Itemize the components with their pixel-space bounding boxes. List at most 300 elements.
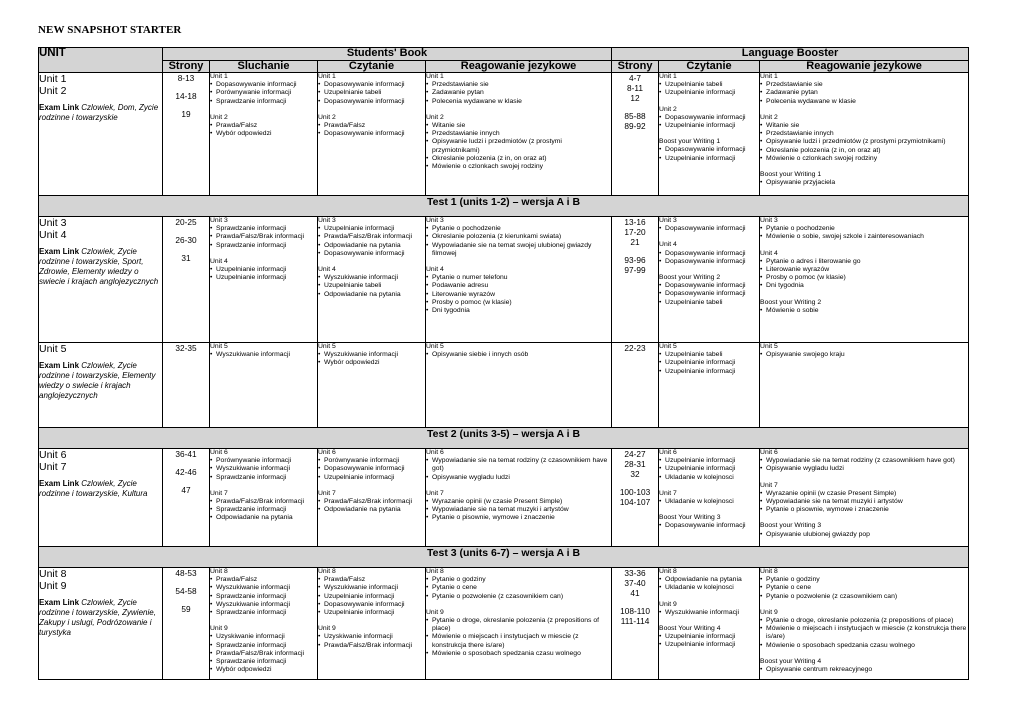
skill-list	[210, 498, 317, 523]
skill-item: • Sprawdzanie informacji	[210, 242, 317, 250]
sb-czytanie-cell	[318, 449, 426, 547]
skill-item: • Dni tygodnia	[760, 282, 968, 290]
skill-item: • Sprawdzanie informacji	[210, 658, 317, 666]
sb-reagowanie-cell	[426, 73, 612, 196]
unit-cell	[39, 217, 163, 343]
skill-item: • Uzupelnianie tabeli	[659, 299, 759, 307]
skill-item: • Wyrazanie opinii (w czasie Present Simple)	[426, 498, 611, 506]
sb-reagowanie-header: Reagowanie jezykowe	[426, 61, 612, 73]
content-group	[659, 106, 759, 131]
skill-item: • Uzupelnianie informacji	[210, 274, 317, 282]
skill-item: • Wyszukiwanie informacji	[210, 584, 317, 592]
skill-list	[760, 457, 968, 473]
skill-item: • Dopasowywanie informacji	[659, 290, 759, 298]
group-title: Unit 1	[210, 73, 228, 80]
skill-item: • Uzupelnianie tabeli	[318, 282, 425, 290]
skill-item: • Dopasowywanie informacji	[318, 130, 425, 138]
skill-item: • Prawda/Falsz/Brak informacji	[210, 498, 317, 506]
skill-item: • Uzupelnianie informacji	[659, 465, 759, 473]
skill-list	[760, 576, 968, 601]
skill-list	[318, 81, 425, 106]
skill-item: • Uzupelnianie informacji	[659, 641, 759, 649]
page-range: 22-23	[624, 343, 646, 353]
exam-link	[39, 103, 162, 123]
unit-row	[39, 217, 969, 343]
content-group	[318, 449, 425, 482]
content-group	[760, 171, 968, 187]
header-row-top	[39, 48, 969, 61]
group-title: Unit 4	[210, 257, 228, 265]
unit-column-header: UNIT	[39, 48, 163, 73]
skill-item: • Uzupelnianie informacji	[659, 368, 759, 376]
unit-name: Unit 8	[39, 568, 67, 580]
group-title: Boost Your Writing 4	[659, 625, 721, 633]
skill-item: • Pytanie o pisownie, wymowe i znaczenie	[760, 506, 968, 514]
skill-item: • Pytanie o droge, okreslanie polozenia (z prepositions of place)	[760, 617, 968, 625]
unit-name: Unit 2	[39, 85, 67, 97]
skill-list	[760, 307, 968, 315]
skill-item: • Dopasowywanie informacji	[318, 81, 425, 89]
content-group	[210, 217, 317, 250]
test-row	[39, 428, 969, 449]
group-title: Unit 6	[659, 449, 677, 456]
skill-item: • Wyrazanie opinii (w czasie Present Simple)	[760, 490, 968, 498]
skill-item: • Sprawdzanie informacji	[210, 225, 317, 233]
skill-item: • Opisywanie przyjaciela	[760, 179, 968, 187]
content-group	[760, 250, 968, 291]
skill-item: • Wypowiadanie sie na temat rodziny (z czasownikiem have got)	[426, 457, 611, 473]
content-group	[318, 73, 425, 106]
page-range: 4-7	[629, 73, 642, 83]
page-range: 41	[630, 588, 640, 598]
skill-list	[659, 225, 759, 233]
skill-item: • Porównywanie informacji	[210, 89, 317, 97]
skill-item: • Przedstawianie innych	[426, 130, 611, 138]
unit-row	[39, 449, 969, 547]
skill-item: • Wybór odpowiedzi	[210, 666, 317, 674]
group-title: Unit 9	[760, 608, 778, 616]
skill-list	[318, 225, 425, 258]
page-range: 89-92	[624, 121, 646, 131]
skill-item: • Sprawdzanie informacji	[210, 474, 317, 482]
skill-list	[210, 633, 317, 674]
group-title: Unit 7	[210, 489, 228, 497]
skill-item: • Uzupelnianie informacji	[659, 122, 759, 130]
content-group	[426, 114, 611, 171]
sb-sluchanie-cell	[210, 568, 318, 680]
skill-item: • Prosby o pomoc (w klasie)	[426, 299, 611, 307]
skill-item: • Literowanie wyrazów	[426, 291, 611, 299]
exam-link-label: Exam Link	[39, 598, 80, 607]
skill-item: • Odpowiadanie na pytania	[318, 291, 425, 299]
lb-reagowanie-header: Reagowanie jezykowe	[760, 61, 969, 73]
skill-item: • Prawda/Falsz/Brak informacji	[210, 650, 317, 658]
content-group	[760, 658, 968, 674]
page-range: 8-13	[177, 73, 195, 83]
skill-item: • Pytanie o droge, okreslanie polozenia (z prepositions of place)	[426, 617, 611, 633]
page-range: 54-58	[175, 586, 197, 596]
unit-name: Unit 5	[39, 343, 67, 355]
lb-strony-header: Strony	[612, 61, 659, 73]
skill-item: • Przedstawianie sie	[426, 81, 611, 89]
skill-item: • Zadawanie pytan	[426, 89, 611, 97]
skill-item: • Opisywanie ulubionej gwiazdy pop	[760, 531, 968, 539]
sb-pages-cell	[163, 568, 210, 680]
sb-reagowanie-cell	[426, 343, 612, 428]
content-group	[659, 625, 759, 650]
document-title: NEW SNAPSHOT STARTER	[38, 24, 182, 36]
content-group	[659, 343, 759, 376]
group-title: Unit 8	[659, 568, 677, 575]
lb-czytanie-cell	[659, 73, 760, 196]
skill-item: • Opisywanie wygladu ludzi	[426, 474, 611, 482]
skill-item: • Sprawdzanie informacji	[210, 593, 317, 601]
skill-item: • Pytanie o pozwolenie (z czasownikiem can)	[760, 593, 968, 601]
skill-item: • Mówienie o czlonkach swojej rodziny	[760, 155, 968, 163]
skill-item: • Witanie sie	[760, 122, 968, 130]
page-range: 59	[181, 604, 191, 614]
content-group	[210, 449, 317, 482]
skill-list	[210, 576, 317, 617]
content-group	[318, 568, 425, 617]
skill-item: • Wypowiadanie sie na temat rodziny (z czasownikiem have got)	[760, 457, 968, 465]
exam-link-topics: Czlowiek, Zycie rodzinne i towarzyskie, Kultura	[39, 479, 148, 498]
page-range: 104-107	[619, 497, 651, 507]
skill-item: • Wyszukiwanie informacji	[318, 274, 425, 282]
content-group	[210, 343, 317, 359]
skill-item: • Polecenia wydawane w klasie	[760, 98, 968, 106]
lb-reagowanie-cell	[760, 73, 969, 196]
skill-list	[659, 250, 759, 266]
group-title: Boost Your Writing 3	[659, 514, 721, 522]
content-group	[210, 73, 317, 106]
group-title: Boost your Writing 4	[760, 657, 822, 665]
sb-czytanie-header: Czytanie	[318, 61, 426, 73]
lb-pages-cell	[612, 217, 659, 343]
unit-row	[39, 73, 969, 196]
skill-item: • Uzupelnianie informacji	[318, 609, 425, 617]
lb-pages-cell	[612, 343, 659, 428]
group-title: Unit 1	[760, 73, 778, 80]
skill-item: • Prawda/Falsz/Brak informacji	[210, 233, 317, 241]
skill-item: • Wypowiadanie sie na temat muzyki i artystów	[760, 498, 968, 506]
skill-item: • Uzupelnianie informacji	[318, 593, 425, 601]
skill-item: • Prawda/Falsz	[210, 122, 317, 130]
skill-item: • Ukladanie w kolejnosci	[659, 498, 759, 506]
sb-reagowanie-cell	[426, 568, 612, 680]
skill-item: • Pytanie o numer telefonu	[426, 274, 611, 282]
group-title: Boost your Writing 2	[760, 298, 822, 306]
skill-list	[659, 146, 759, 162]
skill-item: • Wyszukiwanie informacji	[210, 351, 317, 359]
skill-item: • Odpowiadanie na pytania	[659, 576, 759, 584]
skill-list	[426, 81, 611, 106]
skill-item: • Dopasowywanie informacji	[659, 522, 759, 530]
group-title: Unit 8	[318, 568, 336, 575]
skill-item: • Prawda/Falsz/Brak informacji	[318, 498, 425, 506]
skill-list	[210, 457, 317, 482]
group-title: Unit 2	[426, 113, 444, 121]
sb-czytanie-cell	[318, 217, 426, 343]
content-group	[210, 258, 317, 283]
skill-list	[210, 351, 317, 359]
exam-link-topics: Czlowiek, Zycie rodzinne i towarzyskie, Sport, Zdrowie, Elementy wiedzy o swiecie i krajach anglojezycznych	[39, 247, 159, 286]
header-row-sub	[39, 61, 969, 73]
skill-list	[760, 81, 968, 106]
skill-list	[426, 225, 611, 258]
page-range: 13-16	[624, 217, 646, 227]
skill-item: • Dni tygodnia	[426, 307, 611, 315]
group-title: Unit 1	[318, 73, 336, 80]
skill-item: • Odpowiadanie na pytania	[210, 514, 317, 522]
page-range: 37-40	[624, 578, 646, 588]
skill-item: • Uzupelnianie tabeli	[659, 351, 759, 359]
sb-czytanie-cell	[318, 343, 426, 428]
content-group	[318, 217, 425, 258]
group-title: Unit 5	[426, 343, 444, 350]
content-group	[760, 609, 968, 650]
skill-list	[426, 576, 611, 601]
page-range: 100-103	[619, 487, 651, 497]
group-title: Unit 2	[210, 113, 228, 121]
skill-item: • Mówienie o sobie, swojej szkole i zainteresowaniach	[760, 233, 968, 241]
group-title: Unit 7	[760, 481, 778, 489]
exam-link-topics: Czlowiek, Zycie rodzinne i towarzyskie, Elementy wiedzy o swiecie i krajach anglojezycznych	[39, 361, 156, 400]
skill-list	[659, 457, 759, 482]
skill-list	[426, 617, 611, 658]
skill-list	[659, 282, 759, 307]
skill-list	[318, 457, 425, 482]
skill-item: • Pytanie o pochodzenie	[426, 225, 611, 233]
exam-link-topics: Czlowiek, Dom, Zycie rodzinne i towarzyskie	[39, 103, 159, 122]
skill-item: • Mówienie o sposobach spedzania czasu wolnego	[760, 642, 968, 650]
skill-item: • Dopasowywanie informacji	[659, 114, 759, 122]
content-group	[318, 114, 425, 139]
skill-item: • Opisywanie centrum rekreacyjnego	[760, 666, 968, 674]
skill-list	[659, 81, 759, 97]
content-group	[659, 217, 759, 233]
skill-item: • Uzupelnianie informacji	[659, 359, 759, 367]
sb-sluchanie-cell	[210, 449, 318, 547]
content-group	[210, 625, 317, 674]
skill-item: • Ukladanie w kolejnosci	[659, 584, 759, 592]
content-group	[318, 343, 425, 368]
page-range: 32-35	[175, 343, 197, 353]
lb-reagowanie-cell	[760, 568, 969, 680]
page-range: 17-20	[624, 227, 646, 237]
skill-item: • Dopasowywanie informacji	[659, 282, 759, 290]
sb-sluchanie-cell	[210, 73, 318, 196]
unit-name: Unit 9	[39, 580, 67, 592]
skill-item: • Okreslanie polozenia (z in, on oraz at)	[426, 155, 611, 163]
skill-list	[659, 609, 759, 617]
page-range: 12	[630, 93, 640, 103]
page-range: 93-96	[624, 255, 646, 265]
skill-list	[760, 666, 968, 674]
unit-row	[39, 568, 969, 680]
skill-item: • Mówienie o sobie	[760, 307, 968, 315]
unit-cell	[39, 73, 163, 196]
content-group	[426, 217, 611, 258]
lb-reagowanie-cell	[760, 217, 969, 343]
skill-item: • Wyszukiwanie informacji	[210, 465, 317, 473]
group-title: Unit 5	[318, 343, 336, 350]
group-title: Unit 4	[760, 249, 778, 257]
skill-list	[318, 576, 425, 617]
skill-list	[760, 225, 968, 241]
group-title: Unit 9	[318, 625, 336, 633]
test-row	[39, 196, 969, 217]
skill-item: • Wyszukiwanie informacji	[210, 601, 317, 609]
group-title: Unit 3	[210, 217, 228, 224]
lb-reagowanie-cell	[760, 343, 969, 428]
unit-name: Unit 3	[39, 217, 67, 229]
skill-list	[659, 114, 759, 130]
skill-item: • Wyszukiwanie informacji	[318, 351, 425, 359]
skill-list	[318, 274, 425, 299]
skill-list	[210, 266, 317, 282]
content-group	[318, 625, 425, 650]
content-group	[426, 266, 611, 315]
content-group	[659, 241, 759, 266]
sb-pages-cell	[163, 73, 210, 196]
students-book-header: Students' Book	[163, 48, 612, 61]
content-group	[659, 490, 759, 506]
skill-list	[760, 531, 968, 539]
skill-item: • Pytanie o pochodzenie	[760, 225, 968, 233]
skill-item: • Uzupelnianie informacji	[318, 474, 425, 482]
skill-list	[659, 633, 759, 649]
sb-reagowanie-cell	[426, 449, 612, 547]
page-range: 8-11	[627, 83, 644, 93]
exam-link-label: Exam Link	[39, 247, 80, 256]
skill-list	[659, 576, 759, 592]
group-title: Unit 6	[760, 449, 778, 456]
skill-item: • Prawda/Falsz	[210, 576, 317, 584]
page-range: 21	[630, 237, 640, 247]
group-title: Boost your Writing 1	[659, 138, 721, 146]
content-group	[760, 299, 968, 315]
unit-cell	[39, 449, 163, 547]
skill-item: • Dopasowywanie informacji	[659, 258, 759, 266]
skill-item: • Mówienie o miejscach i instytucjach w miescie (z konstrukcja there is/are)	[760, 625, 968, 641]
unit-name: Unit 7	[39, 461, 67, 473]
skill-item: • Polecenia wydawane w klasie	[426, 98, 611, 106]
skill-list	[318, 633, 425, 649]
skill-item: • Dopasowywanie informacji	[659, 225, 759, 233]
page-range: 24-27	[624, 449, 646, 459]
page-range: 47	[181, 485, 191, 495]
content-group	[426, 609, 611, 658]
group-title: Unit 5	[760, 343, 778, 350]
skill-item: • Odpowiadanie na pytania	[318, 506, 425, 514]
group-title: Unit 5	[210, 343, 228, 350]
skill-item: • Literowanie wyrazów	[760, 266, 968, 274]
lb-pages-cell	[612, 449, 659, 547]
exam-link	[39, 361, 162, 401]
skill-list	[210, 81, 317, 106]
content-group	[659, 73, 759, 98]
group-title: Boost your Writing 1	[760, 171, 822, 179]
skill-list	[659, 498, 759, 506]
page-range: 14-18	[175, 91, 197, 101]
test-row	[39, 547, 969, 568]
content-group	[659, 138, 759, 163]
test-label: Test 3 (units 6-7) – wersja A i B	[39, 547, 969, 568]
content-group	[318, 266, 425, 299]
group-title: Unit 7	[659, 489, 677, 497]
skill-item: • Uzupelnianie informacji	[659, 155, 759, 163]
group-title: Unit 4	[426, 266, 444, 274]
skill-item: • Uzupelnianie tabeli	[318, 89, 425, 97]
group-title: Unit 2	[760, 113, 778, 121]
exam-link	[39, 479, 162, 499]
page-range: 36-41	[175, 449, 197, 459]
group-title: Unit 3	[760, 217, 778, 224]
unit-name: Unit 1	[39, 73, 67, 85]
skill-item: • Ukladanie w kolejnosci	[659, 474, 759, 482]
skill-list	[760, 617, 968, 650]
unit-row	[39, 343, 969, 428]
group-title: Unit 9	[659, 600, 677, 608]
skill-item: • Mówienie o czlonkach swojej rodziny	[426, 163, 611, 171]
sb-reagowanie-cell	[426, 217, 612, 343]
content-group	[426, 449, 611, 482]
syllabus-table	[38, 47, 969, 680]
content-group	[210, 114, 317, 139]
skill-item: • Sprawdzanie informacji	[210, 506, 317, 514]
skill-item: • Przedstawianie innych	[760, 130, 968, 138]
language-booster-header: Language Booster	[612, 48, 969, 61]
unit-cell	[39, 343, 163, 428]
lb-reagowanie-cell	[760, 449, 969, 547]
exam-link-label: Exam Link	[39, 361, 80, 370]
skill-item: • Opisywanie ludzi i przedmiotów (z prostymi przymiotnikami)	[760, 138, 968, 146]
skill-item: • Witanie sie	[426, 122, 611, 130]
skill-list	[426, 498, 611, 523]
page-range: 42-46	[175, 467, 197, 477]
skill-list	[659, 522, 759, 530]
content-group	[426, 343, 611, 359]
page-range: 33-36	[624, 568, 646, 578]
skill-list	[210, 122, 317, 138]
unit-name: Unit 4	[39, 229, 67, 241]
sb-pages-cell	[163, 217, 210, 343]
skill-item: • Okreslanie polozenia (z kierunkami swiata)	[426, 233, 611, 241]
page-range: 97-99	[624, 265, 646, 275]
skill-item: • Wyszukiwanie informacji	[318, 584, 425, 592]
page-range: 19	[181, 109, 191, 119]
lb-czytanie-cell	[659, 449, 760, 547]
page-range: 28-31	[624, 459, 646, 469]
group-title: Unit 6	[210, 449, 228, 456]
skill-list	[426, 457, 611, 482]
content-group	[659, 274, 759, 307]
skill-list	[426, 274, 611, 315]
skill-item: • Wybór odpowiedzi	[318, 359, 425, 367]
skill-list	[318, 498, 425, 514]
unit-cell	[39, 568, 163, 680]
skill-list	[760, 122, 968, 163]
group-title: Unit 7	[426, 489, 444, 497]
page-range: 111-114	[620, 616, 650, 626]
test-label: Test 2 (units 3-5) – wersja A i B	[39, 428, 969, 449]
lb-pages-cell	[612, 568, 659, 680]
skill-item: • Opisywanie ludzi i przedmiotów (z prostymi przymiotnikami)	[426, 138, 611, 154]
group-title: Unit 2	[659, 105, 677, 113]
skill-list	[426, 351, 611, 359]
group-title: Boost your Writing 2	[659, 274, 721, 282]
